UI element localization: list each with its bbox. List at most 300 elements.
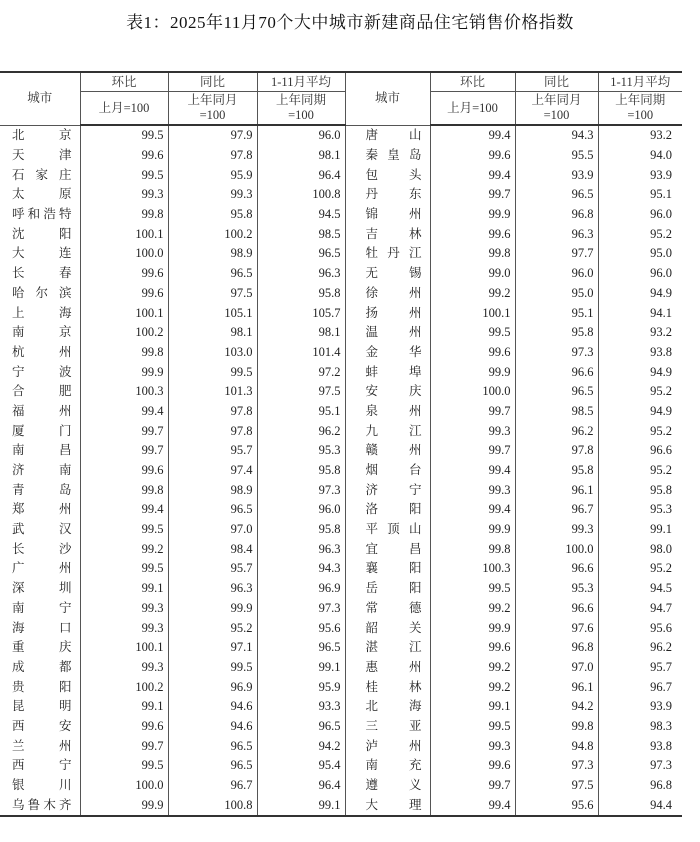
avg-value: 96.5 (257, 717, 345, 737)
city-name: 桂林 (345, 677, 430, 697)
table-title: 表1：2025年11月70个大中城市新建商品住宅销售价格指数 (126, 13, 574, 32)
city-name: 包头 (345, 165, 430, 185)
table-row (0, 795, 682, 816)
city-name: 乌鲁木齐 (0, 795, 80, 816)
avg-value: 94.5 (598, 579, 682, 599)
table-row (0, 559, 682, 579)
table-row (0, 697, 682, 717)
yoy-value: 101.3 (168, 382, 257, 402)
mom-value: 100.2 (80, 677, 168, 697)
subheader-text: =100 (288, 108, 314, 122)
avg-value: 95.2 (598, 461, 682, 481)
yoy-value: 96.5 (168, 756, 257, 776)
table-row (0, 776, 682, 796)
city-name: 泸州 (345, 736, 430, 756)
yoy-value: 97.8 (168, 421, 257, 441)
mom-value: 99.3 (80, 599, 168, 619)
city-name: 平顶山 (345, 520, 430, 540)
yoy-value: 98.1 (168, 323, 257, 343)
city-name: 南京 (0, 323, 80, 343)
table-row (0, 618, 682, 638)
city-name: 青岛 (0, 480, 80, 500)
avg-value: 96.5 (257, 638, 345, 658)
yoy-value: 97.3 (515, 756, 598, 776)
yoy-value: 97.0 (168, 520, 257, 540)
avg-value: 94.7 (598, 599, 682, 619)
city-name: 昆明 (0, 697, 80, 717)
mom-value: 99.9 (430, 520, 515, 540)
city-name: 安庆 (345, 382, 430, 402)
yoy-value: 95.5 (515, 146, 598, 166)
mom-value: 99.1 (430, 697, 515, 717)
mom-value: 99.5 (430, 717, 515, 737)
mom-value: 100.1 (430, 303, 515, 323)
yoy-value: 94.2 (515, 697, 598, 717)
yoy-value: 95.7 (168, 441, 257, 461)
city-name: 烟台 (345, 461, 430, 481)
mom-value: 99.7 (430, 185, 515, 205)
yoy-value: 94.3 (515, 125, 598, 146)
yoy-value: 97.8 (515, 441, 598, 461)
city-name: 海口 (0, 618, 80, 638)
mom-value: 99.3 (430, 480, 515, 500)
city-name: 大理 (345, 795, 430, 816)
avg-value: 93.2 (598, 323, 682, 343)
table-row (0, 185, 682, 205)
avg-value: 96.0 (257, 500, 345, 520)
subheader-text: =100 (199, 108, 226, 122)
mom-value: 100.1 (80, 638, 168, 658)
subheader-text: 上年同月 (531, 93, 582, 107)
city-name: 广州 (0, 559, 80, 579)
table-row (0, 382, 682, 402)
mom-value: 99.2 (430, 599, 515, 619)
table-row (0, 224, 682, 244)
mom-value: 99.2 (430, 677, 515, 697)
mom-value: 100.3 (430, 559, 515, 579)
city-name: 惠州 (345, 658, 430, 678)
avg-value: 99.1 (257, 795, 345, 816)
table-row (0, 303, 682, 323)
yoy-value: 96.9 (168, 677, 257, 697)
mom-value: 99.5 (80, 165, 168, 185)
yoy-value: 96.5 (168, 736, 257, 756)
mom-value: 99.5 (430, 579, 515, 599)
city-name: 成都 (0, 658, 80, 678)
yoy-value: 96.1 (515, 677, 598, 697)
mom-value: 99.9 (430, 362, 515, 382)
mom-value: 99.7 (80, 736, 168, 756)
mom-value: 99.3 (430, 421, 515, 441)
table-row (0, 756, 682, 776)
mom-value: 99.4 (430, 165, 515, 185)
yoy-value: 97.9 (168, 125, 257, 146)
city-name: 合肥 (0, 382, 80, 402)
city-name: 襄阳 (345, 559, 430, 579)
mom-value: 99.6 (430, 224, 515, 244)
mom-value: 99.7 (430, 441, 515, 461)
mom-value: 99.6 (80, 284, 168, 304)
table-row (0, 402, 682, 422)
city-name: 丹东 (345, 185, 430, 205)
city-name: 贵阳 (0, 677, 80, 697)
city-name: 金华 (345, 343, 430, 363)
avg-value: 94.1 (598, 303, 682, 323)
city-name: 九江 (345, 421, 430, 441)
subheader-text: 上年同期 (615, 93, 666, 107)
avg-value: 96.2 (257, 421, 345, 441)
avg-value: 96.4 (257, 776, 345, 796)
price-index-table (0, 71, 682, 817)
avg-value: 95.8 (257, 284, 345, 304)
avg-value: 99.1 (257, 658, 345, 678)
avg-value: 94.5 (257, 205, 345, 225)
mom-value: 99.6 (430, 146, 515, 166)
mom-value: 99.5 (80, 756, 168, 776)
yoy-value: 94.6 (168, 717, 257, 737)
city-name: 唐山 (345, 125, 430, 146)
table-row (0, 579, 682, 599)
city-name: 扬州 (345, 303, 430, 323)
city-name: 赣州 (345, 441, 430, 461)
yoy-value: 95.8 (168, 205, 257, 225)
yoy-value: 98.9 (168, 244, 257, 264)
avg-value: 98.5 (257, 224, 345, 244)
table-row (0, 717, 682, 737)
city-name: 厦门 (0, 421, 80, 441)
city-name: 杭州 (0, 343, 80, 363)
mom-value: 99.9 (80, 362, 168, 382)
avg-value: 96.0 (257, 125, 345, 146)
city-name: 长沙 (0, 539, 80, 559)
city-name: 兰州 (0, 736, 80, 756)
mom-value: 99.4 (430, 461, 515, 481)
city-name: 韶关 (345, 618, 430, 638)
avg-value: 95.8 (257, 461, 345, 481)
city-name: 湛江 (345, 638, 430, 658)
avg-value: 96.3 (257, 539, 345, 559)
avg-value: 95.6 (598, 618, 682, 638)
city-name: 重庆 (0, 638, 80, 658)
avg-value: 101.4 (257, 343, 345, 363)
yoy-value: 95.3 (515, 579, 598, 599)
yoy-value: 100.0 (515, 539, 598, 559)
avg-value: 99.1 (598, 520, 682, 540)
avg-value: 96.0 (598, 205, 682, 225)
avg-value: 97.5 (257, 382, 345, 402)
city-name: 长春 (0, 264, 80, 284)
table-row (0, 343, 682, 363)
table-row (0, 480, 682, 500)
avg-value: 98.3 (598, 717, 682, 737)
yoy-value: 96.8 (515, 205, 598, 225)
yoy-value: 99.3 (515, 520, 598, 540)
avg-value: 95.2 (598, 559, 682, 579)
city-name: 南宁 (0, 599, 80, 619)
col-subheader-mom-right: 上月=100 (430, 92, 515, 126)
mom-value: 99.6 (80, 717, 168, 737)
city-name: 哈尔滨 (0, 284, 80, 304)
avg-value: 95.7 (598, 658, 682, 678)
col-header-avg: 1-11月平均 (257, 72, 345, 92)
avg-value: 94.9 (598, 402, 682, 422)
yoy-value: 96.7 (515, 500, 598, 520)
city-name: 福州 (0, 402, 80, 422)
avg-value: 97.2 (257, 362, 345, 382)
avg-value: 97.3 (257, 480, 345, 500)
avg-value: 94.9 (598, 284, 682, 304)
yoy-value: 97.8 (168, 146, 257, 166)
city-name: 大连 (0, 244, 80, 264)
avg-value: 95.8 (257, 520, 345, 540)
yoy-value: 95.0 (515, 284, 598, 304)
yoy-value: 95.6 (515, 795, 598, 816)
mom-value: 99.9 (80, 795, 168, 816)
city-name: 郑州 (0, 500, 80, 520)
mom-value: 99.6 (430, 756, 515, 776)
city-name: 深圳 (0, 579, 80, 599)
mom-value: 99.6 (430, 343, 515, 363)
city-name: 南充 (345, 756, 430, 776)
avg-value: 95.3 (598, 500, 682, 520)
city-name: 泉州 (345, 402, 430, 422)
city-name: 宁波 (0, 362, 80, 382)
avg-value: 94.2 (257, 736, 345, 756)
avg-value: 93.9 (598, 697, 682, 717)
avg-value: 97.3 (257, 599, 345, 619)
table-row (0, 421, 682, 441)
col-header-mom: 环比 (80, 72, 168, 92)
city-name: 蚌埠 (345, 362, 430, 382)
city-name: 锦州 (345, 205, 430, 225)
yoy-value: 96.6 (515, 362, 598, 382)
mom-value: 99.1 (80, 697, 168, 717)
col-header-yoy-right: 同比 (515, 72, 598, 92)
city-name: 牡丹江 (345, 244, 430, 264)
city-name: 北京 (0, 125, 80, 146)
mom-value: 99.6 (80, 146, 168, 166)
city-name: 吉林 (345, 224, 430, 244)
yoy-value: 97.3 (515, 343, 598, 363)
table-row (0, 244, 682, 264)
table-row (0, 362, 682, 382)
avg-value: 95.1 (598, 185, 682, 205)
yoy-value: 97.8 (168, 402, 257, 422)
mom-value: 99.2 (80, 539, 168, 559)
city-name: 西宁 (0, 756, 80, 776)
header-row-1 (0, 72, 682, 92)
yoy-value: 97.7 (515, 244, 598, 264)
col-subheader-avg (257, 92, 345, 126)
yoy-value: 94.8 (515, 736, 598, 756)
table-row (0, 146, 682, 166)
mom-value: 99.3 (80, 185, 168, 205)
mom-value: 99.7 (430, 776, 515, 796)
yoy-value: 97.0 (515, 658, 598, 678)
table-row (0, 599, 682, 619)
city-name: 常德 (345, 599, 430, 619)
yoy-value: 96.0 (515, 264, 598, 284)
city-name: 宜昌 (345, 539, 430, 559)
avg-value: 95.2 (598, 382, 682, 402)
table-row (0, 323, 682, 343)
mom-value: 100.0 (80, 776, 168, 796)
mom-value: 99.7 (80, 441, 168, 461)
yoy-value: 97.5 (515, 776, 598, 796)
yoy-value: 96.3 (168, 579, 257, 599)
city-name: 遵义 (345, 776, 430, 796)
avg-value: 94.9 (598, 362, 682, 382)
avg-value: 96.5 (257, 244, 345, 264)
avg-value: 93.8 (598, 343, 682, 363)
mom-value: 99.6 (80, 264, 168, 284)
col-header-avg-right: 1-11月平均 (598, 72, 682, 92)
subheader-text: =100 (543, 108, 570, 122)
mom-value: 100.0 (80, 244, 168, 264)
city-name: 武汉 (0, 520, 80, 540)
yoy-value: 95.8 (515, 461, 598, 481)
city-name: 石家庄 (0, 165, 80, 185)
mom-value: 99.8 (430, 244, 515, 264)
avg-value: 95.0 (598, 244, 682, 264)
avg-value: 95.6 (257, 618, 345, 638)
avg-value: 96.7 (598, 677, 682, 697)
avg-value: 94.3 (257, 559, 345, 579)
mom-value: 99.3 (80, 658, 168, 678)
yoy-value: 93.9 (515, 165, 598, 185)
yoy-value: 105.1 (168, 303, 257, 323)
city-name: 岳阳 (345, 579, 430, 599)
avg-value: 95.9 (257, 677, 345, 697)
col-subheader-yoy (168, 92, 257, 126)
table-body (0, 125, 682, 816)
table-row (0, 539, 682, 559)
table-row (0, 736, 682, 756)
city-name: 温州 (345, 323, 430, 343)
avg-value: 96.6 (598, 441, 682, 461)
table-row (0, 658, 682, 678)
yoy-value: 95.7 (168, 559, 257, 579)
col-header-mom-right: 环比 (430, 72, 515, 92)
yoy-value: 96.2 (515, 421, 598, 441)
mom-value: 99.7 (430, 402, 515, 422)
city-name: 北海 (345, 697, 430, 717)
avg-value: 105.7 (257, 303, 345, 323)
avg-value: 96.8 (598, 776, 682, 796)
avg-value: 95.2 (598, 224, 682, 244)
table-row (0, 205, 682, 225)
avg-value: 95.2 (598, 421, 682, 441)
yoy-value: 95.9 (168, 165, 257, 185)
col-header-yoy: 同比 (168, 72, 257, 92)
table-row (0, 677, 682, 697)
city-name: 无锡 (345, 264, 430, 284)
city-name: 银川 (0, 776, 80, 796)
yoy-value: 94.6 (168, 697, 257, 717)
col-header-city: 城市 (0, 72, 80, 125)
avg-value: 97.3 (598, 756, 682, 776)
yoy-value: 96.6 (515, 599, 598, 619)
avg-value: 94.4 (598, 795, 682, 816)
avg-value: 93.2 (598, 125, 682, 146)
avg-value: 96.2 (598, 638, 682, 658)
city-name: 济宁 (345, 480, 430, 500)
col-subheader-mom: 上月=100 (80, 92, 168, 126)
yoy-value: 99.5 (168, 362, 257, 382)
avg-value: 95.4 (257, 756, 345, 776)
mom-value: 99.4 (430, 500, 515, 520)
yoy-value: 97.6 (515, 618, 598, 638)
avg-value: 95.8 (598, 480, 682, 500)
col-subheader-yoy-right (515, 92, 598, 126)
col-header-city-right: 城市 (345, 72, 430, 125)
mom-value: 99.3 (80, 618, 168, 638)
mom-value: 99.4 (430, 795, 515, 816)
city-name: 天津 (0, 146, 80, 166)
yoy-value: 99.8 (515, 717, 598, 737)
avg-value: 96.3 (257, 264, 345, 284)
avg-value: 98.0 (598, 539, 682, 559)
mom-value: 99.8 (80, 205, 168, 225)
mom-value: 99.5 (80, 559, 168, 579)
table-row (0, 165, 682, 185)
yoy-value: 97.1 (168, 638, 257, 658)
table-row (0, 520, 682, 540)
city-name: 呼和浩特 (0, 205, 80, 225)
mom-value: 99.6 (80, 461, 168, 481)
avg-value: 96.9 (257, 579, 345, 599)
table-row (0, 264, 682, 284)
yoy-value: 95.1 (515, 303, 598, 323)
city-name: 徐州 (345, 284, 430, 304)
avg-value: 95.3 (257, 441, 345, 461)
yoy-value: 100.8 (168, 795, 257, 816)
mom-value: 99.1 (80, 579, 168, 599)
mom-value: 100.0 (430, 382, 515, 402)
city-name: 洛阳 (345, 500, 430, 520)
city-name: 济南 (0, 461, 80, 481)
mom-value: 99.2 (430, 284, 515, 304)
yoy-value: 96.5 (168, 264, 257, 284)
yoy-value: 96.5 (515, 382, 598, 402)
mom-value: 99.9 (430, 205, 515, 225)
city-name: 沈阳 (0, 224, 80, 244)
avg-value: 100.8 (257, 185, 345, 205)
city-name: 西安 (0, 717, 80, 737)
mom-value: 99.8 (430, 539, 515, 559)
col-subheader-avg-right (598, 92, 682, 126)
yoy-value: 96.1 (515, 480, 598, 500)
yoy-value: 99.9 (168, 599, 257, 619)
city-name: 秦皇岛 (345, 146, 430, 166)
table-row (0, 638, 682, 658)
yoy-value: 96.7 (168, 776, 257, 796)
yoy-value: 95.2 (168, 618, 257, 638)
yoy-value: 96.5 (515, 185, 598, 205)
mom-value: 99.5 (80, 520, 168, 540)
table-row (0, 500, 682, 520)
avg-value: 95.1 (257, 402, 345, 422)
yoy-value: 99.5 (168, 658, 257, 678)
mom-value: 100.3 (80, 382, 168, 402)
mom-value: 99.2 (430, 658, 515, 678)
yoy-value: 103.0 (168, 343, 257, 363)
mom-value: 99.9 (430, 618, 515, 638)
avg-value: 98.1 (257, 323, 345, 343)
yoy-value: 97.5 (168, 284, 257, 304)
city-name: 南昌 (0, 441, 80, 461)
city-name: 三亚 (345, 717, 430, 737)
